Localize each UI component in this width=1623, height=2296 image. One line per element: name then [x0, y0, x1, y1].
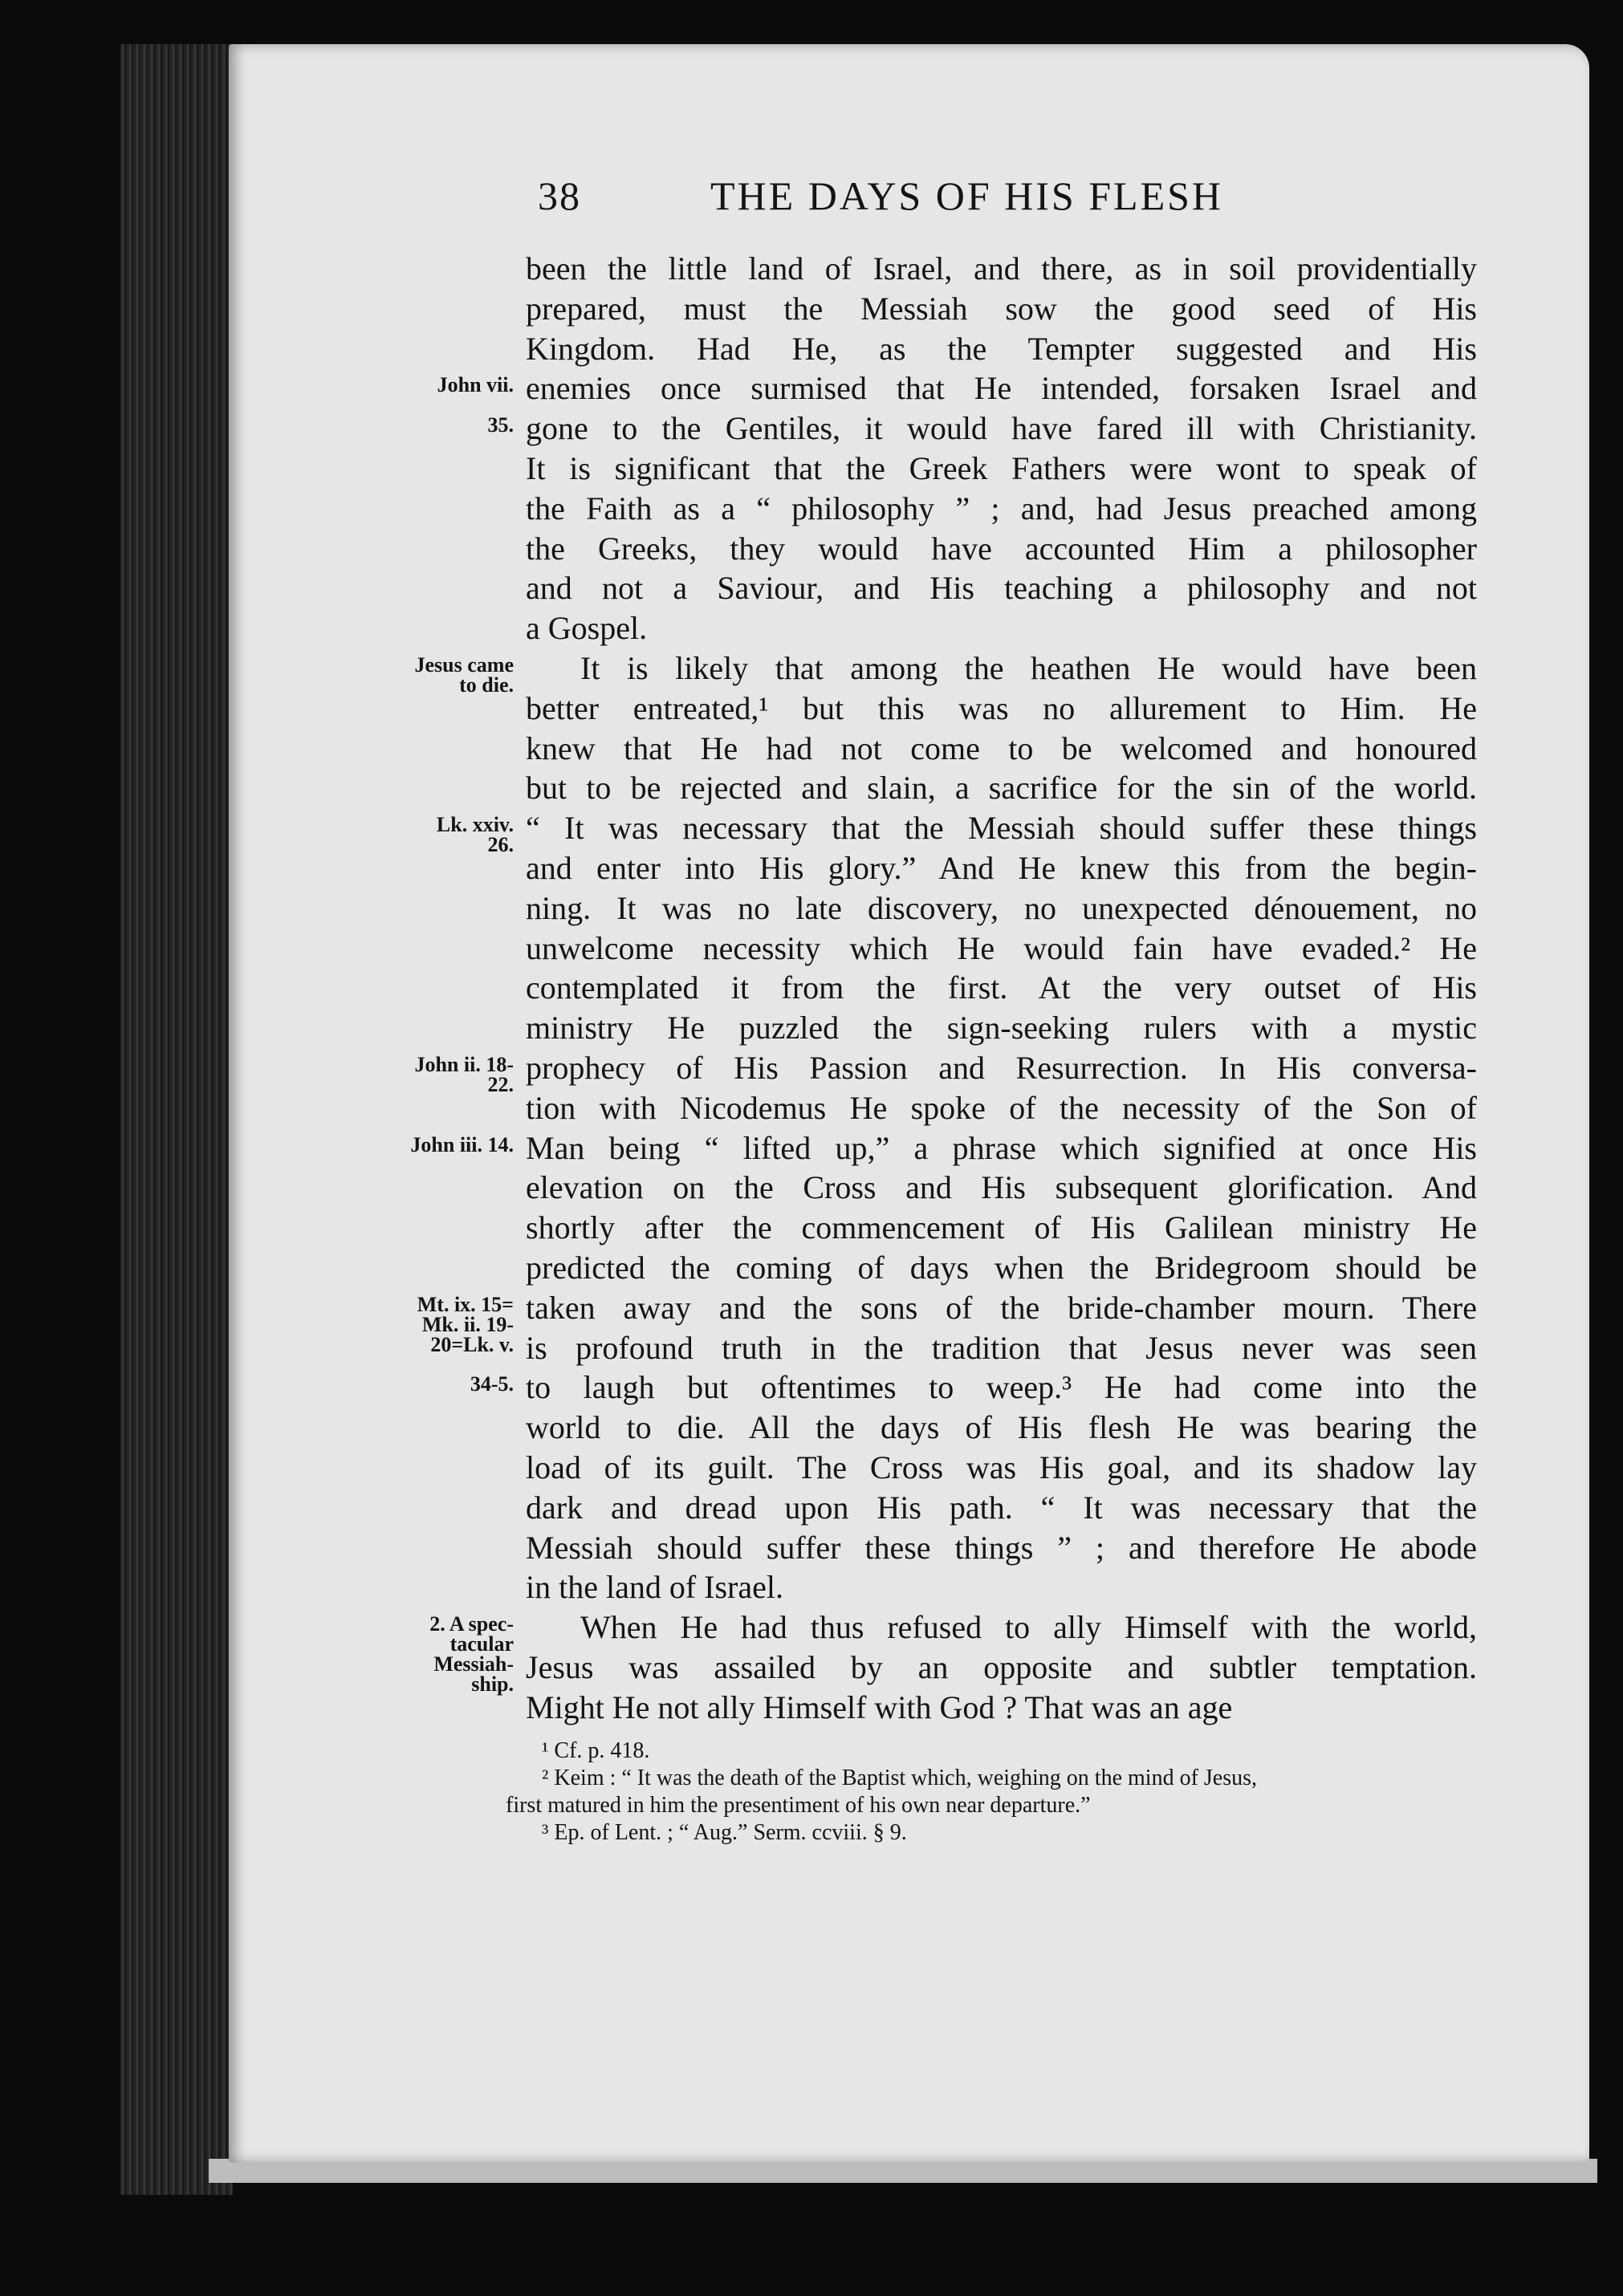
body-line: “ It was necessary that the Messiah should suffer these things: [526, 810, 1477, 847]
body-line: gone to the Gentiles, it would have fared ill with Christianity.: [526, 410, 1477, 447]
body-line: world to die. All the days of His flesh He was bearing the: [526, 1409, 1477, 1446]
footnote: ² Keim : “ It was the death of the Baptist which, weighing on the mind of Jesus,: [542, 1766, 1258, 1790]
body-line: prepared, must the Messiah sow the good seed of His: [526, 290, 1477, 327]
body-line: Man being “ lifted up,” a phrase which signified at once His: [526, 1129, 1477, 1166]
body-line: enemies once surmised that He intended, forsaken Israel and: [526, 370, 1477, 407]
margin-note: tacular: [449, 1632, 514, 1656]
margin-note: John vii.: [437, 373, 514, 397]
running-title: THE DAYS OF HIS FLESH: [710, 173, 1224, 218]
margin-note: ship.: [471, 1672, 514, 1696]
body-line: Might He not ally Himself with God ? That was an age: [526, 1688, 1233, 1725]
body-line: Jesus was assailed by an opposite and subtler temptation.: [526, 1648, 1477, 1685]
body-line: It is significant that the Greek Fathers were wont to speak of: [526, 449, 1477, 486]
body-line: contemplated it from the first. At the very outset of His: [526, 969, 1477, 1006]
footnote: ³ Ep. of Lent. ; “ Aug.” Serm. ccviii. § 9.: [542, 1820, 907, 1845]
body-line: prophecy of His Passion and Resurrection. In His conversa-: [526, 1049, 1477, 1086]
body-line: ning. It was no late discovery, no unexpected dénouement, no: [526, 889, 1477, 926]
margin-note: Mt. ix. 15=: [417, 1292, 514, 1316]
margin-note: Messiah-: [433, 1652, 514, 1676]
body-line: the Greeks, they would have accounted Him a philosopher: [526, 530, 1477, 567]
margin-note: 2. A spec-: [429, 1612, 514, 1636]
body-line: and not a Saviour, and His teaching a philosophy and not: [526, 570, 1477, 607]
body-line: is profound truth in the tradition that Jesus never was seen: [526, 1329, 1477, 1366]
margin-note: Mk. ii. 19-: [421, 1312, 514, 1336]
body-line: been the little land of Israel, and there, as in soil providentially: [526, 250, 1477, 286]
margin-note: John ii. 18-: [414, 1053, 514, 1076]
margin-note: 26.: [487, 833, 514, 857]
margin-note: 20=Lk. v.: [430, 1332, 514, 1356]
body-line: and enter into His glory.” And He knew this from the begin-: [526, 849, 1477, 886]
footnote: ¹ Cf. p. 418.: [542, 1738, 650, 1763]
body-line: in the land of Israel.: [526, 1569, 783, 1606]
body-line: ministry He puzzled the sign-seeking rulers with a mystic: [526, 1010, 1477, 1046]
book-page-edges: [120, 44, 233, 2195]
body-line: When He had thus refused to ally Himself with the world,: [580, 1609, 1477, 1646]
body-text: [526, 249, 1477, 1727]
margin-note: John iii. 14.: [410, 1132, 514, 1156]
body-line: the Faith as a “ philosophy ” ; and, had Jesus preached among: [526, 490, 1477, 526]
body-line: knew that He had not come to be welcomed and honoured: [526, 729, 1477, 766]
margin-note: Lk. xxiv.: [436, 813, 514, 837]
body-line: predicted the coming of days when the Bridegroom should be: [526, 1249, 1477, 1286]
body-line: but to be rejected and slain, a sacrifice for the sin of the world.: [526, 770, 1477, 807]
body-line: Messiah should suffer these things ” ; and therefore He abode: [526, 1529, 1477, 1566]
margin-note: 22.: [487, 1072, 514, 1096]
body-line: load of its guilt. The Cross was His goal, and its shadow lay: [526, 1449, 1477, 1485]
body-line: unwelcome necessity which He would fain have evaded.² He: [526, 929, 1477, 966]
body-line: dark and dread upon His path. “ It was necessary that the: [526, 1489, 1477, 1526]
margin-note: Jesus came: [414, 653, 514, 677]
margin-note: 34-5.: [470, 1372, 514, 1396]
footnotes: [506, 1737, 1477, 1847]
body-line: tion with Nicodemus He spoke of the necessity of the Son of: [526, 1089, 1477, 1126]
body-line: It is likely that among the heathen He would have been: [580, 649, 1477, 686]
page-number: 38: [538, 173, 581, 218]
body-line: taken away and the sons of the bride-chamber mourn. There: [526, 1289, 1477, 1326]
body-line: shortly after the commencement of His Galilean ministry He: [526, 1209, 1477, 1246]
body-line: Kingdom. Had He, as the Tempter suggested and His: [526, 330, 1477, 367]
body-line: a Gospel.: [526, 610, 648, 647]
running-header: [538, 173, 1340, 229]
body-line: to laugh but oftentimes to weep.³ He had come into the: [526, 1369, 1477, 1406]
footnote: first matured in him the presentiment of his own near departure.”: [506, 1793, 1091, 1818]
body-line: better entreated,¹ but this was no allurement to Him. He: [526, 689, 1477, 726]
body-line: elevation on the Cross and His subsequent glorification. And: [526, 1169, 1477, 1206]
margin-note: 35.: [487, 413, 514, 437]
margin-note: to die.: [459, 673, 514, 697]
